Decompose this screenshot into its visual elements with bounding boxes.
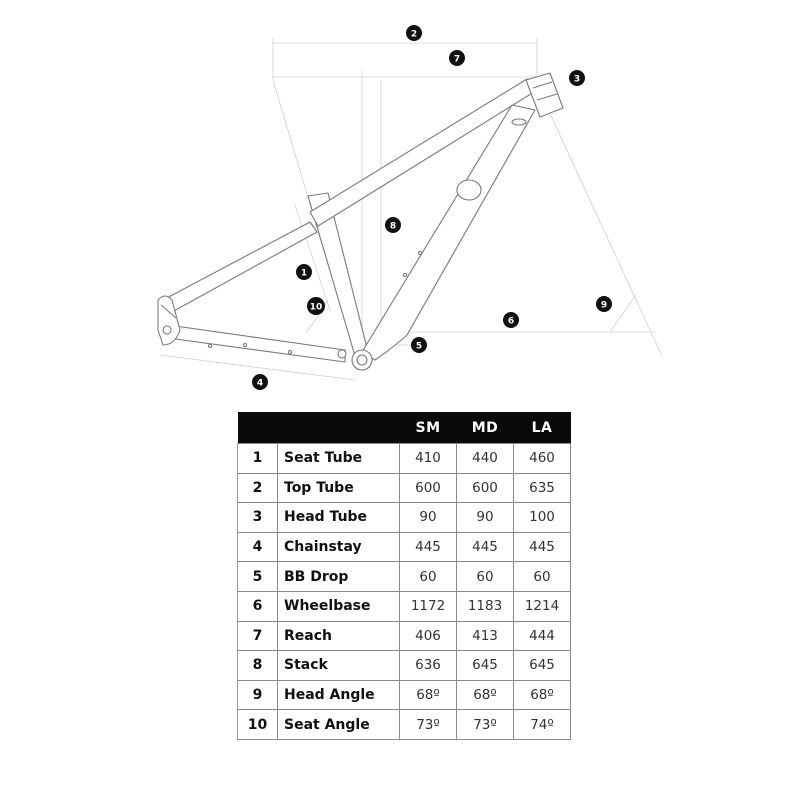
- callout-8: [385, 217, 401, 233]
- value-la: 445: [514, 532, 571, 562]
- callout-5: [411, 337, 427, 353]
- value-la: 60: [514, 562, 571, 592]
- table-row: [238, 680, 571, 710]
- value-md: 440: [457, 444, 514, 474]
- row-measurement-name: Seat Tube: [278, 444, 400, 474]
- callout-4: [252, 374, 268, 390]
- header-size-la: LA: [514, 412, 571, 444]
- value-md: 1183: [457, 591, 514, 621]
- row-number: 6: [238, 591, 278, 621]
- table-row: [238, 503, 571, 533]
- callout-2: [406, 25, 422, 41]
- svg-text:2: 2: [410, 29, 418, 40]
- row-measurement-name: Seat Angle: [278, 710, 400, 740]
- value-la: 444: [514, 621, 571, 651]
- row-measurement-name: Chainstay: [278, 532, 400, 562]
- value-la: 100: [514, 503, 571, 533]
- row-number: 7: [238, 621, 278, 651]
- callout-9: [596, 296, 612, 312]
- value-sm: 406: [400, 621, 457, 651]
- value-sm: 68º: [400, 680, 457, 710]
- row-measurement-name: Reach: [278, 621, 400, 651]
- svg-text:3: 3: [573, 74, 581, 85]
- row-measurement-name: Head Angle: [278, 680, 400, 710]
- value-la: 460: [514, 444, 571, 474]
- value-sm: 60: [400, 562, 457, 592]
- value-sm: 73º: [400, 710, 457, 740]
- table-row: [238, 532, 571, 562]
- table-row: [238, 444, 571, 474]
- header-size-md: MD: [457, 412, 514, 444]
- svg-text:9: 9: [600, 300, 608, 311]
- callout-10: [307, 297, 325, 315]
- row-measurement-name: Top Tube: [278, 473, 400, 503]
- row-number: 3: [238, 503, 278, 533]
- row-number: 1: [238, 444, 278, 474]
- value-sm: 1172: [400, 591, 457, 621]
- row-number: 10: [238, 710, 278, 740]
- svg-text:10: 10: [309, 302, 323, 313]
- value-md: 600: [457, 473, 514, 503]
- callout-6: [503, 312, 519, 328]
- value-md: 413: [457, 621, 514, 651]
- callout-3: [569, 70, 585, 86]
- value-sm: 410: [400, 444, 457, 474]
- header-number: [238, 412, 278, 444]
- value-md: 60: [457, 562, 514, 592]
- callout-7: [449, 50, 465, 66]
- row-number: 2: [238, 473, 278, 503]
- value-sm: 445: [400, 532, 457, 562]
- row-measurement-name: Head Tube: [278, 503, 400, 533]
- value-sm: 600: [400, 473, 457, 503]
- table-row: [238, 591, 571, 621]
- svg-text:8: 8: [389, 221, 397, 232]
- value-la: 645: [514, 651, 571, 681]
- table-row: [238, 651, 571, 681]
- row-number: 4: [238, 532, 278, 562]
- value-la: 1214: [514, 591, 571, 621]
- table-row: [238, 621, 571, 651]
- callout-1: [296, 264, 312, 280]
- table-row: [238, 473, 571, 503]
- svg-text:5: 5: [415, 341, 423, 352]
- svg-text:1: 1: [300, 268, 308, 279]
- value-md: 90: [457, 503, 514, 533]
- row-number: 9: [238, 680, 278, 710]
- table-row: [238, 562, 571, 592]
- value-md: 445: [457, 532, 514, 562]
- value-la: 68º: [514, 680, 571, 710]
- row-number: 8: [238, 651, 278, 681]
- value-la: 635: [514, 473, 571, 503]
- row-measurement-name: Wheelbase: [278, 591, 400, 621]
- bike-frame: [158, 73, 563, 370]
- row-measurement-name: Stack: [278, 651, 400, 681]
- geometry-table: [237, 412, 571, 740]
- value-md: 645: [457, 651, 514, 681]
- svg-text:7: 7: [453, 54, 461, 65]
- value-la: 74º: [514, 710, 571, 740]
- value-sm: 90: [400, 503, 457, 533]
- value-sm: 636: [400, 651, 457, 681]
- value-md: 73º: [457, 710, 514, 740]
- header-measurement: [278, 412, 400, 444]
- row-number: 5: [238, 562, 278, 592]
- header-size-sm: SM: [400, 412, 457, 444]
- table-header-row: [238, 412, 571, 444]
- value-md: 68º: [457, 680, 514, 710]
- row-measurement-name: BB Drop: [278, 562, 400, 592]
- svg-text:6: 6: [507, 316, 515, 327]
- table-row: [238, 710, 571, 740]
- svg-text:4: 4: [256, 378, 264, 389]
